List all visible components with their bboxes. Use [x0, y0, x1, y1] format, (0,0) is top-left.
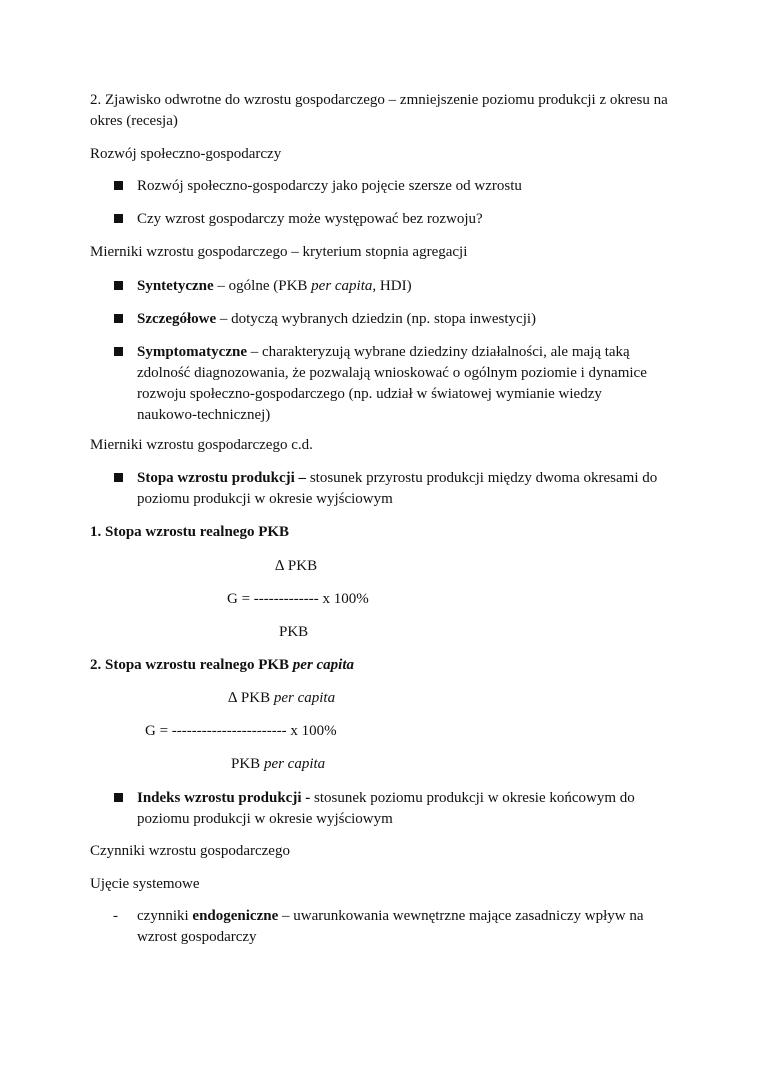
paragraph-development-heading: Rozwój społeczno-gospodarczy: [90, 146, 282, 162]
dash-bullet: -: [113, 908, 118, 924]
list-item: Indeks wzrostu produkcji - stosunek poziomu produkcji w okresie końcowym do poziomu produkcji w okresie wyjściowym: [137, 790, 635, 827]
formula-denominator: PKB per capita: [231, 756, 326, 772]
heading-growth-rate: 1. Stopa wzrostu realnego PKB: [90, 524, 290, 540]
bullet-square-icon: [114, 793, 123, 802]
list-item: Symptomatyczne – charakteryzują wybrane dziedziny działalności, ale mają taką zdolność diagnozowania, że pozwalają wnioskować o ogólnym poziomie i dynamice rozwoju społeczno-gospodarczego (np. udział w światowej wymianie wiedzy naukowo-technicznej): [137, 344, 647, 423]
bullet-square-icon: [114, 314, 123, 323]
list-item: Syntetyczne – ogólne (PKB per capita, HDI): [137, 278, 412, 294]
formula-denominator: PKB: [279, 624, 309, 640]
bullet-square-icon: [114, 347, 123, 356]
paragraph-systemic-approach: Ujęcie systemowe: [90, 876, 200, 892]
bullet-square-icon: [114, 181, 123, 190]
paragraph-measures-cont: Mierniki wzrostu gospodarczego c.d.: [90, 437, 313, 453]
list-item: Czy wzrost gospodarczy może występować bez rozwoju?: [137, 211, 483, 227]
list-item: Stopa wzrostu produkcji – stosunek przyrostu produkcji między dwoma okresami do poziomu produkcji w okresie wyjściowym: [137, 470, 658, 507]
paragraph-recession: 2. Zjawisko odwrotne do wzrostu gospodarczego – zmniejszenie poziomu produkcji z okresu na okres (recesja): [90, 92, 668, 129]
paragraph-growth-factors: Czynniki wzrostu gospodarczego: [90, 843, 290, 859]
paragraph-measures-heading: Mierniki wzrostu gospodarczego – kryterium stopnia agregacji: [90, 244, 468, 260]
list-item: Rozwój społeczno-gospodarczy jako pojęcie szersze od wzrostu: [137, 178, 522, 194]
formula-line: G = ------------- x 100%: [227, 591, 369, 607]
list-item: Szczegółowe – dotyczą wybranych dziedzin (np. stopa inwestycji): [137, 311, 537, 327]
formula-numerator: ∆ PKB per capita: [228, 690, 336, 706]
heading-growth-rate-per-capita: 2. Stopa wzrostu realnego PKB per capita: [90, 657, 355, 673]
bullet-square-icon: [114, 281, 123, 290]
list-item: czynniki endogeniczne – uwarunkowania wewnętrzne mające zasadniczy wpływ na wzrost gospodarczy: [137, 908, 644, 945]
bullet-square-icon: [114, 473, 123, 482]
formula-numerator: ∆ PKB: [275, 558, 318, 574]
bullet-square-icon: [114, 214, 123, 223]
formula-line: G = ----------------------- x 100%: [145, 723, 337, 739]
